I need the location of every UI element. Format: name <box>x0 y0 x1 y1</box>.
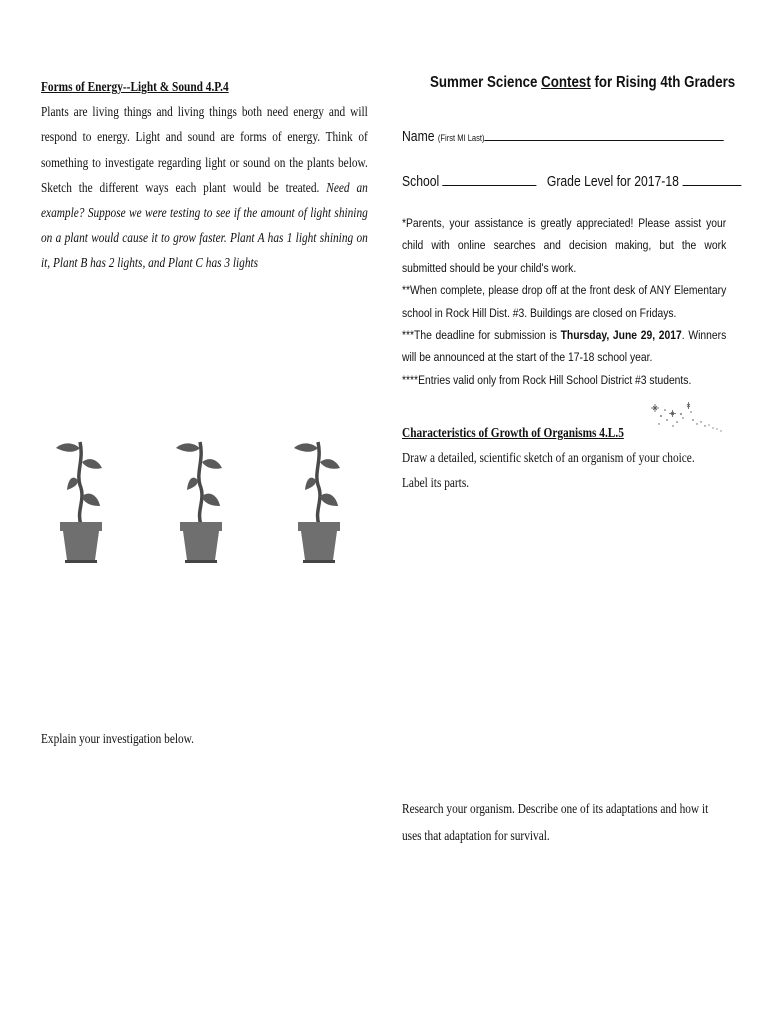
title-part-1: Summer Science <box>430 74 542 91</box>
deadline-date: Thursday, June 29, 2017 <box>560 328 682 343</box>
energy-intro: Plants are living things and living things both need energy and will respond to energy. Light and sound are forms of energy. Think of something to investigate regarding light or sound on the plants below. Sketch the different ways each plant would be treated. <box>41 104 368 195</box>
energy-instructions <box>41 99 368 275</box>
research-prompt: Research your organism. Describe one of its adaptations and how it uses that adaptation for survival. <box>402 801 709 843</box>
note-deadline: ***The deadline for submission is Thursday, June 29, 2017. Winners will be announced at the start of the 17-18 school year. <box>402 328 727 365</box>
name-field[interactable] <box>485 126 724 141</box>
title-part-contest: Contest <box>541 74 591 91</box>
growth-heading: Characteristics of Growth of Organisms 4.L.5 <box>402 425 624 440</box>
note-eligibility: ****Entries valid only from Rock Hill School District #3 students. <box>402 372 692 387</box>
explain-prompt: Explain your investigation below. <box>41 731 194 746</box>
title-part-2: for Rising 4th Graders <box>590 74 736 91</box>
plant-row <box>52 430 372 575</box>
school-line <box>402 171 741 190</box>
name-hint[interactable]: (First MI Last) <box>437 133 485 143</box>
energy-section <box>41 74 368 276</box>
growth-instruction-2: Label its parts. <box>402 475 470 490</box>
potted-plant-icon <box>172 430 230 570</box>
potted-plant-icon <box>290 430 348 570</box>
energy-example: Need an example? Suppose we were testing to see if the amount of light shining on a plant would cause it to grow faster. Plant A has 1 light shining on it, Plant B has 2 lights, and Plant C has 3 lights <box>41 179 368 271</box>
potted-plant-icon <box>52 430 110 570</box>
note-parents: *Parents, your assistance is greatly appreciated! Please assist your child with online searches and decision making, but the work submitted should be your child's work. <box>402 216 727 275</box>
contest-title <box>430 74 735 92</box>
energy-heading: Forms of Energy--Light & Sound 4.P.4 <box>41 79 229 94</box>
grade-label: Grade Level for 2017-18 <box>546 174 679 190</box>
growth-section <box>402 420 729 495</box>
growth-instruction-1: Draw a detailed, scientific sketch of an organism of your choice. <box>402 450 695 465</box>
name-label: Name <box>402 129 435 145</box>
school-field[interactable] <box>443 171 537 186</box>
grade-field[interactable] <box>682 171 741 186</box>
note-dropoff: **When complete, please drop off at the front desk of ANY Elementary school in Rock Hill Dist. #3. Buildings are closed on Fridays. <box>402 283 727 320</box>
contest-notes <box>402 212 726 391</box>
name-line <box>402 126 724 145</box>
school-label: School <box>402 174 440 190</box>
